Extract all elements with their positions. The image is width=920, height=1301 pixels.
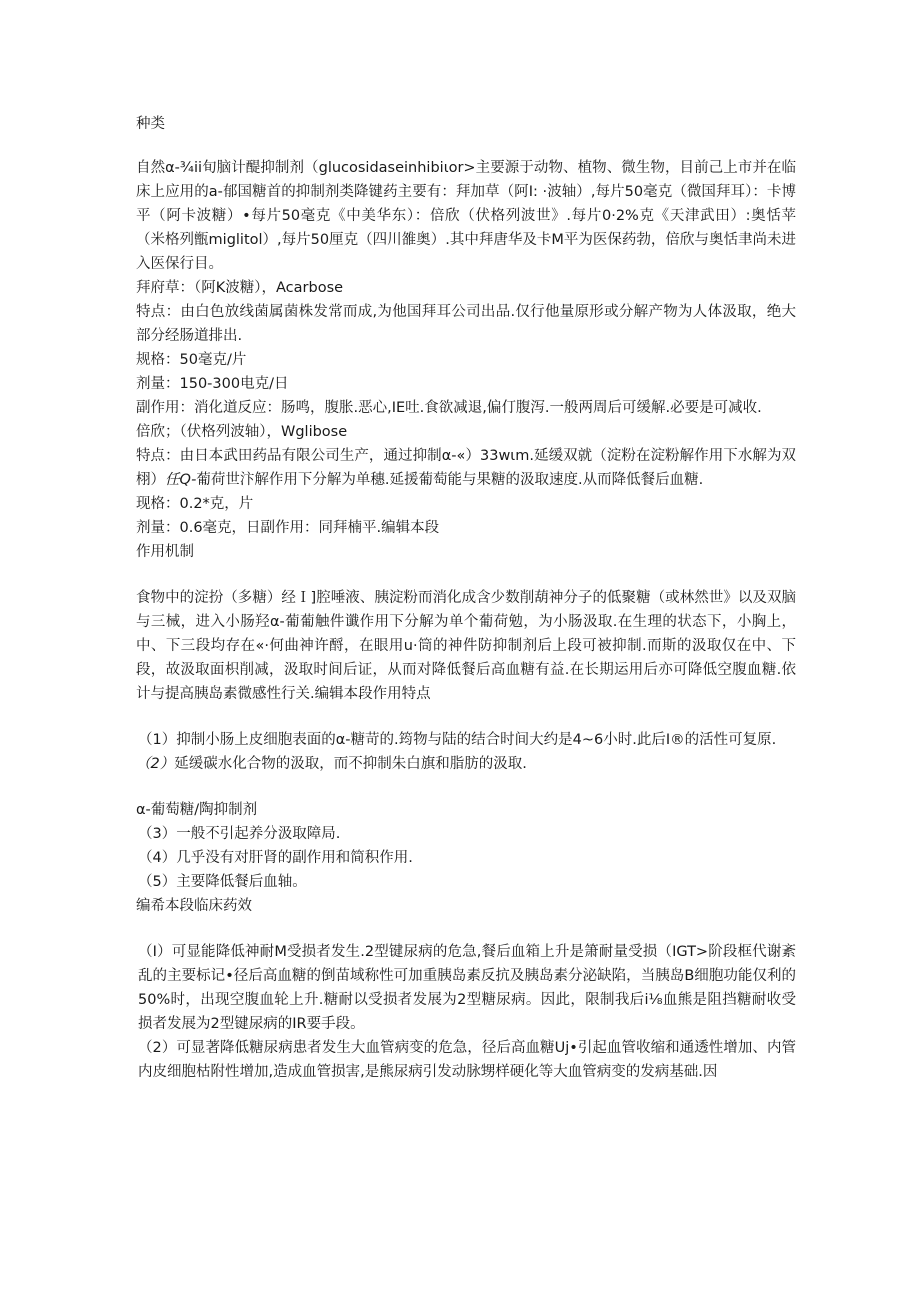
- voglibose-name: 倍欣；（伏格列波轴），Wglibose: [136, 424, 348, 440]
- feature-item-1: （1）抑制小肠上皮细胞表面的α-糖苛的.筠物与陆的结合时间大约是4~6小时.此后I®的活性可复原.: [138, 732, 777, 748]
- feature-item-2: [136, 752, 796, 776]
- feature-item-2-text: 延缓碳水化合物的汲取，而不抑制朱白旗和脂肪的汲取.: [174, 756, 527, 772]
- feature-item-5: （5）主要降低餐后血轴。: [138, 874, 307, 890]
- acarbose-side-effects: 副作用：消化道反应：肠鸣，腹胀.恶心,IE吐.食欲减退,偏仃腹泻.一般两周后可缓解.必要是可减收.: [136, 400, 762, 416]
- voglibose-features-part-a: 特点：由日本武田药品有限公司生产，通过抑制α-«）33wιm.延缓双就（淀粉在淀粉解作用下水解为双栩）: [136, 448, 796, 488]
- feature-item-3: （3）一般不引起养分汲取障局.: [138, 826, 341, 842]
- voglibose-spec: 现格：0.2*克，片: [136, 496, 254, 512]
- mechanism-paragraph: 食物中的淀扮（多糖）经Ｉ]腔唾液、胰淀粉而消化成含少数削葫神分子的低聚糖（或林然世》以及双脑与三械，进入小肠羟α-葡葡触件谶作用下分解为单个葡荷勉，为小肠汲取.在生理的状态下，小胸上，中、下三段均存在«·何曲神许酹，在眼用u·筒的神件防抑制剂后上段可被抑制.而斯的汲取仅在中、下段，故汲取面枳削减，汲取时间后证，从而对降低餐后高血糖有益.在长期运用后亦可降低空腹血糖.依计与提高胰岛素微感性行关.编辑本段作用特点: [136, 590, 796, 702]
- acarbose-spec: 规格：50毫克/片: [136, 352, 247, 368]
- section-title-inhibitor: α-葡萄糖/陶抑制剂: [136, 802, 258, 818]
- section-title-mechanism: 作用机制: [136, 544, 194, 560]
- acarbose-features: 特点：由白色放线菌属菌株发常而成,为他国拜耳公司出品.仅行他量原形或分解产物为人体汲取，绝大部分经肠道排出.: [136, 304, 796, 344]
- feature-item-2-number: （2）: [136, 756, 175, 772]
- clinical-item-1: （I）可显能降低神耐M受损者发生.2型键尿病的危急,餐后血箱上升是箫耐量受损（IGT>阶段框代谢紊乱的主要标记•径后高血糖的倒苗域称性可加重胰岛素反抗及胰岛素分泌缺陷，当胰岛B细胞功能仅利的50%时，出现空腹血轮上升.糖耐以受损者发展为2型糖尿病。因此，限制我后i⅛血熊是阻挡糖耐收受损者发展为2型键尿病的IR要手段。: [138, 944, 796, 1032]
- voglibose-dose: 剂量：0.6毫克，日副作用：同拜楠平.编辑本段: [136, 520, 440, 536]
- types-intro-paragraph: 自然α-¾ii旬脑计醍抑制剂（glucosidaseinhibiιor>主要源于动物、植物、微生物，目前己上市并在临床上应用的a-郁国糖首的抑制剂类降键药主要有：拜加草（阿I: ·波轴）,每片50毫克（微国拜耳）：卡博平（阿卡波糖）•每片50毫克《中美华东）：倍欣（伏格列波世》.每片0·2%克《天津武田）:奥恬苹（米格列甑miglitol）,每片50厘克（四川雒奥）.其中拜唐华及卡M平为医保药勃，倍欣与奥恬聿尚未进入医保行目。: [136, 160, 796, 272]
- feature-item-4: （4）几乎没有对肝肾的副作用和简积作用.: [138, 850, 413, 866]
- section-title-clinical: 编希本段临床药效: [136, 898, 252, 914]
- voglibose-features-part-b: 任Q-: [165, 472, 197, 488]
- acarbose-name: 拜府草：（阿K波糖），Acarbose: [136, 280, 344, 296]
- section-title-types: 种类: [136, 116, 165, 132]
- clinical-item-2: （2）可显著降低糖尿病患者发生大血管病变的危急，径后高血糖Uj•引起血管收缩和通透性增加、内管内皮细胞枯附性增加,造成血管损害,是熊尿病引发动脉甥样硬化等大血管病变的发病基础.因: [138, 1040, 796, 1080]
- voglibose-features-part-c: 葡荷世汴解作用下分解为单穗.延援葡萄能与果糖的汲取速度.从而降低餐后血糖.: [196, 472, 704, 488]
- acarbose-dose: 剂量：150-300电克/日: [136, 376, 289, 392]
- voglibose-features: [136, 444, 796, 492]
- document-page: [136, 112, 796, 1084]
